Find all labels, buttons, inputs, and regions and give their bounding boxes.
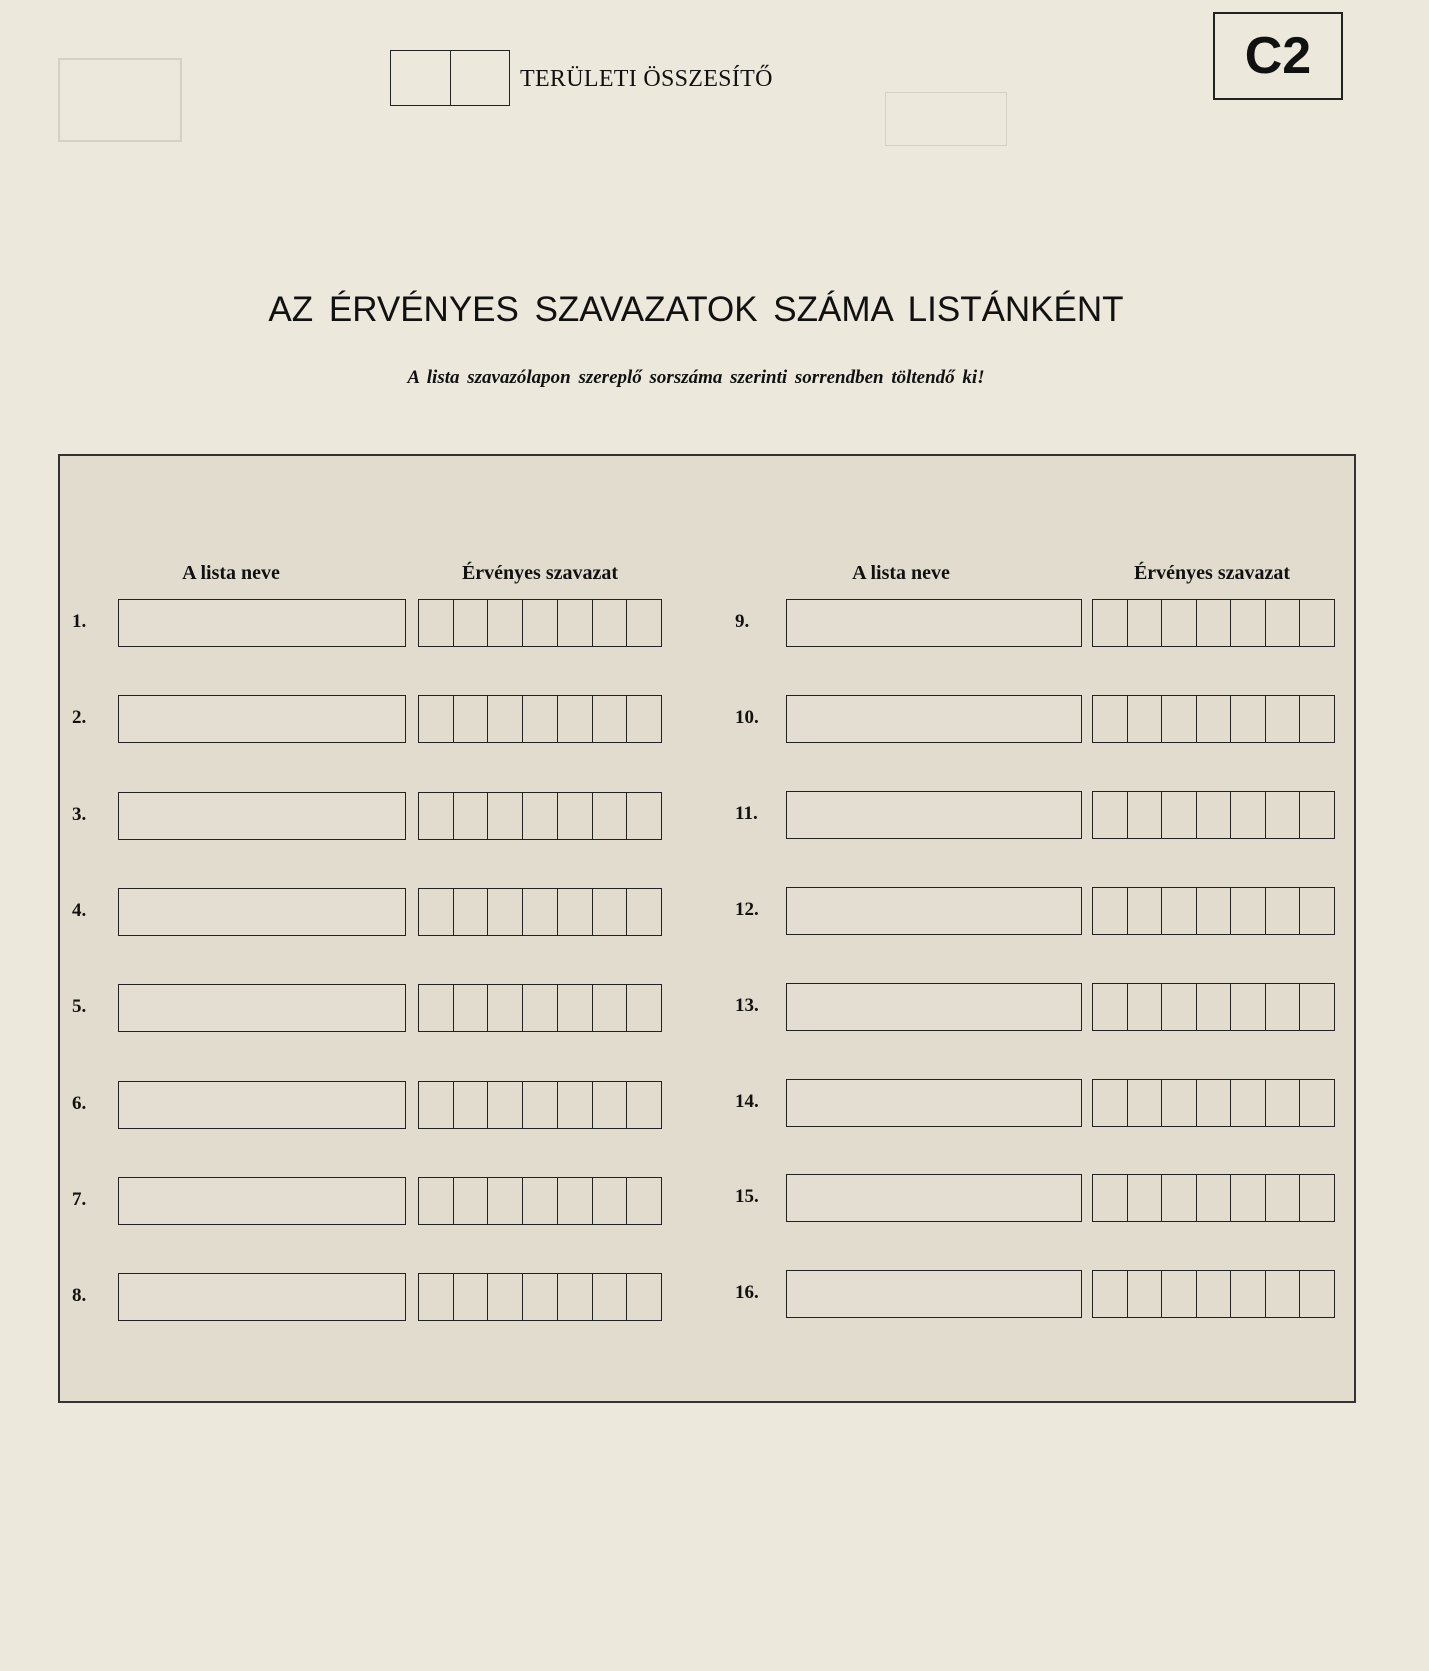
vote-digit-cell[interactable] <box>1231 600 1266 646</box>
vote-digit-cell[interactable] <box>454 1274 489 1320</box>
vote-digit-cell[interactable] <box>593 1178 628 1224</box>
vote-digit-cell[interactable] <box>488 1274 523 1320</box>
list-name-field[interactable] <box>786 1270 1082 1318</box>
vote-digit-cell[interactable] <box>523 1082 558 1128</box>
row-number: 13. <box>735 995 759 1016</box>
vote-digit-cell[interactable] <box>1266 1175 1301 1221</box>
vote-digit-cell[interactable] <box>1300 984 1334 1030</box>
vote-digit-cell[interactable] <box>1231 792 1266 838</box>
vote-digit-cell[interactable] <box>1197 888 1232 934</box>
list-name-field[interactable] <box>786 983 1082 1031</box>
row-number: 16. <box>735 1282 759 1303</box>
vote-digit-cell[interactable] <box>488 889 523 935</box>
vote-digit-cell[interactable] <box>1300 1175 1334 1221</box>
area-code-cell[interactable] <box>391 51 451 105</box>
list-name-field[interactable] <box>118 695 406 743</box>
vote-digit-cell[interactable] <box>627 696 661 742</box>
valid-votes-field[interactable] <box>1092 599 1335 647</box>
vote-digit-cell[interactable] <box>627 793 661 839</box>
vote-digit-cell[interactable] <box>1093 1271 1128 1317</box>
vote-digit-cell[interactable] <box>1162 888 1197 934</box>
vote-digit-cell[interactable] <box>419 889 454 935</box>
vote-digit-cell[interactable] <box>454 889 489 935</box>
row-number: 5. <box>72 996 87 1017</box>
form-code-badge: C2 <box>1213 12 1343 100</box>
vote-digit-cell[interactable] <box>1197 1175 1232 1221</box>
vote-digit-cell[interactable] <box>593 985 628 1031</box>
list-name-field[interactable] <box>118 599 406 647</box>
valid-votes-field[interactable] <box>418 1177 662 1225</box>
valid-votes-field[interactable] <box>1092 1079 1335 1127</box>
valid-votes-field[interactable] <box>418 695 662 743</box>
list-name-field[interactable] <box>786 1079 1082 1127</box>
vote-digit-cell[interactable] <box>1231 1175 1266 1221</box>
vote-digit-cell[interactable] <box>593 1082 628 1128</box>
row-number: 14. <box>735 1091 759 1112</box>
vote-digit-cell[interactable] <box>1128 888 1163 934</box>
vote-digit-cell[interactable] <box>558 889 593 935</box>
row-number: 11. <box>735 803 758 824</box>
vote-digit-cell[interactable] <box>1162 1175 1197 1221</box>
name-column-header-right: A lista neve <box>852 562 950 584</box>
valid-votes-field[interactable] <box>418 792 662 840</box>
valid-votes-field[interactable] <box>418 599 662 647</box>
vote-digit-cell[interactable] <box>1162 600 1197 646</box>
valid-votes-field[interactable] <box>418 1081 662 1129</box>
list-name-field[interactable] <box>118 1273 406 1321</box>
row-number: 3. <box>72 804 87 825</box>
vote-digit-cell[interactable] <box>1197 792 1232 838</box>
row-number: 9. <box>735 611 750 632</box>
vote-digit-cell[interactable] <box>1128 696 1163 742</box>
vote-digit-cell[interactable] <box>1093 696 1128 742</box>
vote-digit-cell[interactable] <box>1197 1080 1232 1126</box>
vote-digit-cell[interactable] <box>1266 600 1301 646</box>
vote-digit-cell[interactable] <box>1162 984 1197 1030</box>
vote-digit-cell[interactable] <box>1266 696 1301 742</box>
vote-digit-cell[interactable] <box>1197 1271 1232 1317</box>
vote-digit-cell[interactable] <box>593 1274 628 1320</box>
vote-digit-cell[interactable] <box>1093 1080 1128 1126</box>
vote-digit-cell[interactable] <box>1266 1271 1301 1317</box>
vote-digit-cell[interactable] <box>1093 984 1128 1030</box>
valid-votes-field[interactable] <box>1092 983 1335 1031</box>
vote-digit-cell[interactable] <box>627 1082 661 1128</box>
vote-digit-cell[interactable] <box>454 793 489 839</box>
vote-digit-cell[interactable] <box>523 696 558 742</box>
show-through-box <box>885 92 1007 146</box>
vote-digit-cell[interactable] <box>558 696 593 742</box>
row-number: 6. <box>72 1093 87 1114</box>
vote-digit-cell[interactable] <box>488 600 523 646</box>
vote-digit-cell[interactable] <box>419 696 454 742</box>
valid-votes-field[interactable] <box>1092 695 1335 743</box>
area-code-boxes[interactable] <box>390 50 510 106</box>
vote-digit-cell[interactable] <box>523 985 558 1031</box>
vote-digit-cell[interactable] <box>454 696 489 742</box>
list-name-field[interactable] <box>118 888 406 936</box>
vote-digit-cell[interactable] <box>488 1178 523 1224</box>
vote-digit-cell[interactable] <box>488 1082 523 1128</box>
vote-digit-cell[interactable] <box>558 985 593 1031</box>
row-number: 1. <box>72 611 87 632</box>
valid-votes-field[interactable] <box>1092 791 1335 839</box>
vote-digit-cell[interactable] <box>1162 696 1197 742</box>
vote-digit-cell[interactable] <box>1266 888 1301 934</box>
vote-digit-cell[interactable] <box>488 985 523 1031</box>
vote-digit-cell[interactable] <box>1162 1271 1197 1317</box>
vote-digit-cell[interactable] <box>1162 1080 1197 1126</box>
instruction-text: A lista szavazólapon szereplő sorszáma szerinti sorrendben töltendő ki! <box>407 367 985 388</box>
vote-digit-cell[interactable] <box>627 1178 661 1224</box>
vote-digit-cell[interactable] <box>1300 1271 1334 1317</box>
row-number: 8. <box>72 1285 87 1306</box>
list-name-field[interactable] <box>118 1081 406 1129</box>
vote-digit-cell[interactable] <box>1231 888 1266 934</box>
vote-digit-cell[interactable] <box>454 1178 489 1224</box>
vote-digit-cell[interactable] <box>419 985 454 1031</box>
valid-votes-field[interactable] <box>1092 1174 1335 1222</box>
valid-votes-field[interactable] <box>418 888 662 936</box>
vote-digit-cell[interactable] <box>1266 792 1301 838</box>
row-number: 12. <box>735 899 759 920</box>
votes-column-header-left: Érvényes szavazat <box>461 562 619 584</box>
vote-digit-cell[interactable] <box>593 600 628 646</box>
vote-digit-cell[interactable] <box>1128 1175 1163 1221</box>
vote-digit-cell[interactable] <box>1162 792 1197 838</box>
vote-digit-cell[interactable] <box>1231 1080 1266 1126</box>
vote-digit-cell[interactable] <box>593 696 628 742</box>
list-name-field[interactable] <box>786 887 1082 935</box>
vote-digit-cell[interactable] <box>627 1274 661 1320</box>
list-name-field[interactable] <box>786 599 1082 647</box>
vote-digit-cell[interactable] <box>1128 600 1163 646</box>
vote-digit-cell[interactable] <box>1300 1080 1334 1126</box>
valid-votes-field[interactable] <box>418 1273 662 1321</box>
vote-digit-cell[interactable] <box>1266 984 1301 1030</box>
vote-digit-cell[interactable] <box>627 600 661 646</box>
vote-digit-cell[interactable] <box>454 985 489 1031</box>
vote-digit-cell[interactable] <box>1128 1271 1163 1317</box>
vote-digit-cell[interactable] <box>454 600 489 646</box>
vote-digit-cell[interactable] <box>1128 792 1163 838</box>
list-name-field[interactable] <box>786 695 1082 743</box>
vote-digit-cell[interactable] <box>523 793 558 839</box>
vote-digit-cell[interactable] <box>1197 696 1232 742</box>
vote-digit-cell[interactable] <box>523 1178 558 1224</box>
vote-digit-cell[interactable] <box>593 793 628 839</box>
votes-column-header-right: Érvényes szavazat <box>1133 562 1291 584</box>
vote-digit-cell[interactable] <box>523 889 558 935</box>
vote-digit-cell[interactable] <box>419 1274 454 1320</box>
page-title: AZ ÉRVÉNYES SZAVAZATOK SZÁMA LISTÁNKÉNT <box>268 290 1124 329</box>
vote-digit-cell[interactable] <box>1128 1080 1163 1126</box>
list-name-field[interactable] <box>118 984 406 1032</box>
vote-digit-cell[interactable] <box>1266 1080 1301 1126</box>
show-through-mark <box>58 58 182 142</box>
vote-digit-cell[interactable] <box>1197 984 1232 1030</box>
vote-digit-cell[interactable] <box>1093 888 1128 934</box>
vote-digit-cell[interactable] <box>454 1082 489 1128</box>
vote-digit-cell[interactable] <box>558 600 593 646</box>
vote-digit-cell[interactable] <box>488 696 523 742</box>
vote-digit-cell[interactable] <box>1093 792 1128 838</box>
vote-digit-cell[interactable] <box>1300 792 1334 838</box>
vote-digit-cell[interactable] <box>1093 600 1128 646</box>
vote-digit-cell[interactable] <box>523 1274 558 1320</box>
vote-digit-cell[interactable] <box>419 600 454 646</box>
vote-digit-cell[interactable] <box>558 793 593 839</box>
vote-digit-cell[interactable] <box>558 1274 593 1320</box>
vote-digit-cell[interactable] <box>1300 888 1334 934</box>
vote-digit-cell[interactable] <box>627 889 661 935</box>
vote-digit-cell[interactable] <box>523 600 558 646</box>
vote-digit-cell[interactable] <box>593 889 628 935</box>
row-number: 4. <box>72 900 87 921</box>
row-number: 10. <box>735 707 759 728</box>
valid-votes-field[interactable] <box>1092 887 1335 935</box>
vote-digit-cell[interactable] <box>558 1082 593 1128</box>
row-number: 15. <box>735 1186 759 1207</box>
area-code-cell[interactable] <box>451 51 510 105</box>
list-name-field[interactable] <box>786 791 1082 839</box>
header-title: TERÜLETI ÖSSZESÍTŐ <box>520 66 773 92</box>
list-name-field[interactable] <box>118 1177 406 1225</box>
vote-digit-cell[interactable] <box>1128 984 1163 1030</box>
list-name-field[interactable] <box>118 792 406 840</box>
vote-digit-cell[interactable] <box>419 793 454 839</box>
vote-digit-cell[interactable] <box>627 985 661 1031</box>
name-column-header-left: A lista neve <box>182 562 280 584</box>
row-number: 2. <box>72 707 87 728</box>
row-number: 7. <box>72 1189 87 1210</box>
vote-digit-cell[interactable] <box>1300 600 1334 646</box>
vote-digit-cell[interactable] <box>1231 1271 1266 1317</box>
vote-digit-cell[interactable] <box>1300 696 1334 742</box>
vote-digit-cell[interactable] <box>1197 600 1232 646</box>
vote-digit-cell[interactable] <box>1231 984 1266 1030</box>
vote-digit-cell[interactable] <box>419 1082 454 1128</box>
vote-digit-cell[interactable] <box>558 1178 593 1224</box>
vote-digit-cell[interactable] <box>1231 696 1266 742</box>
vote-digit-cell[interactable] <box>419 1178 454 1224</box>
valid-votes-field[interactable] <box>1092 1270 1335 1318</box>
vote-digit-cell[interactable] <box>1093 1175 1128 1221</box>
valid-votes-field[interactable] <box>418 984 662 1032</box>
list-name-field[interactable] <box>786 1174 1082 1222</box>
vote-digit-cell[interactable] <box>488 793 523 839</box>
